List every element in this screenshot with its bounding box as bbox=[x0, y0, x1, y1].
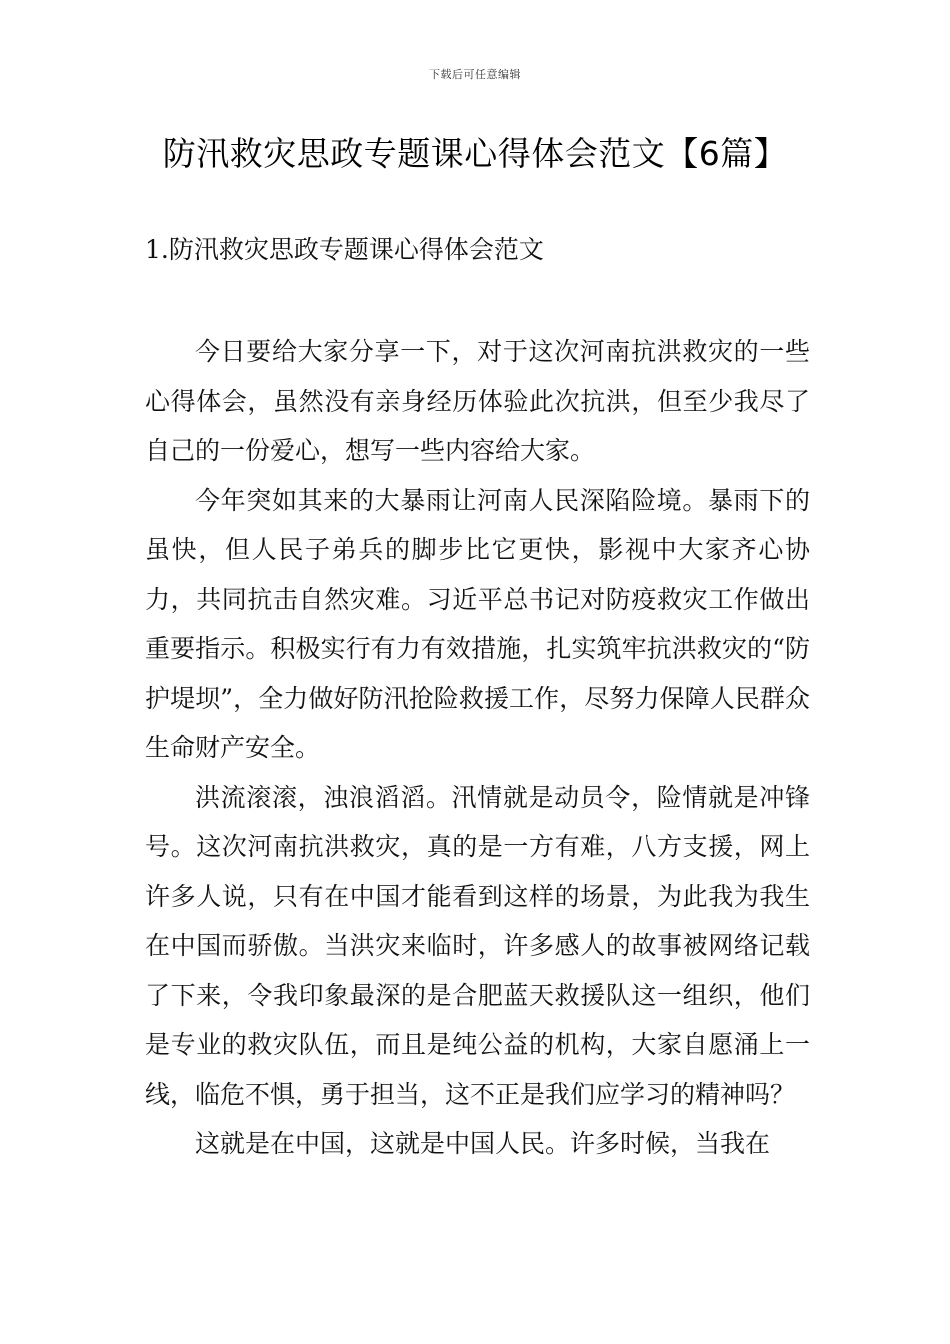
paragraph: 洪流滚滚，浊浪滔滔。汛情就是动员令，险情就是冲锋号。这次河南抗洪救灾，真的是一方有难，八方支援，网上许多人说，只有在中国才能看到这样的场景，为此我为我生在中国而骄傲。当洪灾来临时，许多感人的故事被网络记载了下来，令我印象最深的是合肥蓝天救援队这一组织，他们是专业的救灾队伍，而且是纯公益的机构，大家自愿涌上一线，临危不惧，勇于担当，这不正是我们应学习的精神吗？ bbox=[145, 782, 810, 1109]
paragraph: 今日要给大家分享一下，对于这次河南抗洪救灾的一些心得体会，虽然没有亲身经历体验此次抗洪，但至少我尽了自己的一份爱心，想写一些内容给大家。 bbox=[145, 337, 810, 465]
header-note: 下载后可任意编辑 bbox=[429, 68, 521, 81]
document-body bbox=[145, 327, 810, 1169]
section-heading: 1.防汛救灾思政专题课心得体会范文 bbox=[145, 235, 544, 264]
document-title: 防汛救灾思政专题课心得体会范文【6篇】 bbox=[162, 134, 788, 173]
paragraph: 今年突如其来的大暴雨让河南人民深陷险境。暴雨下的虽快，但人民子弟兵的脚步比它更快，影视中大家齐心协力，共同抗击自然灾难。习近平总书记对防疫救灾工作做出重要指示。积极实行有力有效措施，扎实筑牢抗洪救灾的“防护堤坝”，全力做好防汛抢险救援工作，尽努力保障人民群众生命财产安全。 bbox=[145, 485, 810, 762]
paragraph: 这就是在中国，这就是中国人民。许多时候，当我在 bbox=[195, 1129, 771, 1158]
